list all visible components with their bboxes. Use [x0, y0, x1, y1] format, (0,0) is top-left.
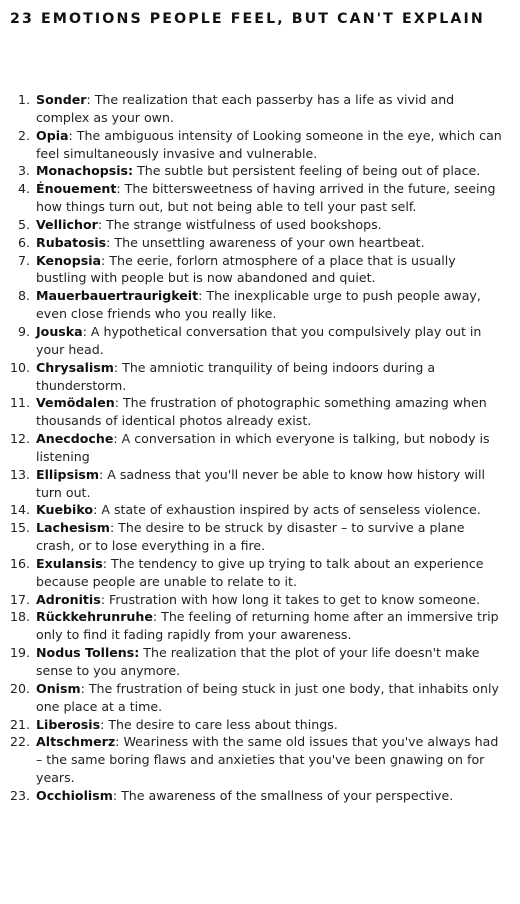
emotion-definition: : The realization that each passerby has a life as vivid and complex as your own. — [36, 92, 455, 125]
emotion-definition: : The unsettling awareness of your own heartbeat. — [106, 234, 425, 250]
list-item-number: 9. — [17, 323, 30, 339]
emotion-definition: The subtle but persistent feeling of being out of place. — [133, 163, 481, 179]
emotion-term: Nodus Tollens: — [36, 645, 140, 661]
emotion-term: Ellipsism — [36, 466, 99, 482]
list-item — [0, 287, 520, 323]
list-item-number: 19. — [9, 645, 30, 661]
emotion-term: Occhiolism — [36, 787, 113, 803]
list-item-number: 4. — [17, 181, 30, 197]
emotion-term: Jouska — [36, 323, 83, 339]
emotion-term: Mauerbauertraurigkeit — [36, 288, 199, 304]
emotion-definition: The realization that the plot of your life doesn't make sense to you anymore. — [36, 645, 480, 678]
list-item-number: 5. — [17, 216, 30, 232]
emotion-term: Kuebiko — [36, 502, 94, 518]
list-item — [0, 127, 520, 163]
emotion-definition: : The bittersweetness of having arrived in the future, seeing how things turn out, but not being able to tell your past self. — [36, 181, 496, 215]
emotion-definition: : The tendency to give up trying to talk about an experience because people are unable to relate to it. — [36, 555, 484, 589]
list-item — [0, 608, 520, 644]
list-item-number: 17. — [9, 591, 30, 607]
emotion-definition: : The awareness of the smallness of your perspective. — [112, 787, 454, 803]
list-item — [0, 680, 520, 716]
list-item-number: 20. — [9, 680, 30, 696]
emotion-definition: : The feeling of returning home after an immersive trip only to find it fading rapidly from your awareness. — [36, 609, 499, 643]
emotion-term: Opia — [36, 127, 69, 143]
emotion-definition: : The desire to care less about things. — [100, 716, 338, 732]
list-item-number: 16. — [9, 555, 30, 571]
emotion-definition: : The frustration of being stuck in just one body, that inhabits only one place at a time. — [36, 680, 499, 714]
emotion-definition: : A state of exhaustion inspired by acts of senseless violence. — [93, 502, 481, 518]
list-item — [0, 733, 520, 787]
list-item — [0, 466, 520, 502]
list-item-number: 6. — [17, 234, 30, 250]
list-item — [0, 359, 520, 395]
list-item — [0, 430, 520, 466]
emotion-list — [0, 91, 520, 805]
emotion-definition: : The strange wistfulness of used bookshops. — [97, 216, 382, 232]
list-item — [0, 555, 520, 591]
list-item-number: 15. — [9, 520, 30, 536]
emotion-definition: : The frustration of photographic something amazing when thousands of identical photos already exist. — [36, 395, 487, 429]
emotion-definition: : The inexplicable urge to push people away, even close friends who you really like. — [36, 288, 481, 322]
list-item — [0, 252, 520, 288]
emotion-term: Vellichor — [36, 216, 98, 232]
emotion-term: Rubatosis — [36, 234, 107, 250]
list-item-number: 3. — [17, 163, 30, 179]
list-item-number: 22. — [9, 734, 30, 750]
list-item — [0, 591, 520, 609]
list-item-number: 10. — [9, 359, 30, 375]
emotion-term: Exulansis — [36, 555, 103, 571]
emotion-term: Vemödalen — [36, 395, 115, 411]
list-item — [0, 644, 520, 680]
emotion-term: Liberosis — [36, 716, 101, 732]
list-item — [0, 716, 520, 734]
list-item-number: 18. — [9, 609, 30, 625]
list-item-number: 14. — [9, 502, 30, 518]
list-item-number: 21. — [9, 716, 30, 732]
emotion-definition: : A hypothetical conversation that you compulsively play out in your head. — [36, 323, 482, 357]
list-item — [0, 162, 520, 180]
list-item — [0, 787, 520, 805]
emotion-definition: : Frustration with how long it takes to get to know someone. — [100, 591, 481, 607]
emotion-definition: : The eerie, forlorn atmosphere of a place that is usually bustling with people but is now abandoned and quiet. — [36, 252, 456, 286]
list-item-number: 7. — [17, 252, 30, 268]
list-item-number: 8. — [17, 288, 30, 304]
emotion-definition: : A sadness that you'll never be able to know how history will turn out. — [36, 466, 486, 500]
list-item — [0, 323, 520, 359]
list-item-number: 13. — [9, 466, 30, 482]
list-item-number: 1. — [17, 92, 30, 107]
emotion-definition: : The ambiguous intensity of Looking someone in the eye, which can feel simultaneously invasive and vulnerable. — [36, 127, 502, 161]
emotion-definition: : The amniotic tranquility of being indoors during a thunderstorm. — [36, 359, 436, 393]
emotion-term: Rückkehrunruhe — [36, 609, 153, 625]
emotion-term: Anecdoche — [36, 431, 114, 447]
list-item-number: 11. — [9, 395, 30, 411]
emotion-definition: : A conversation in which everyone is talking, but nobody is listening — [36, 431, 490, 464]
list-item — [0, 519, 520, 555]
list-item-number: 23. — [9, 787, 30, 803]
list-item — [0, 216, 520, 234]
emotion-term: Monachopsis: — [36, 163, 134, 179]
list-item-number: 2. — [17, 127, 30, 143]
list-item-number: 12. — [9, 431, 30, 447]
emotion-term: Onism — [36, 680, 81, 696]
emotion-term: Kenopsia — [36, 252, 102, 268]
list-item — [0, 180, 520, 216]
emotion-term: Altschmerz — [36, 734, 116, 750]
emotion-definition: : The desire to be struck by disaster – to survive a plane crash, or to lose everything in a fire. — [36, 520, 465, 554]
emotion-term: Adronitis — [36, 591, 101, 607]
list-item — [0, 501, 520, 519]
emotion-term: Énouement — [36, 181, 117, 197]
page-title: 23 EMOTIONS PEOPLE FEEL, BUT CAN'T EXPLAIN — [10, 11, 485, 27]
emotion-term: Sonder — [36, 92, 87, 107]
emotion-term: Lachesism — [36, 520, 110, 536]
emotion-term: Chrysalism — [36, 359, 114, 375]
emotion-definition: : Weariness with the same old issues that you've always had – the same boring flaws and anxieties that you've been gnawing on for years. — [36, 734, 499, 786]
list-item — [0, 91, 520, 127]
list-item — [0, 394, 520, 430]
list-item — [0, 234, 520, 252]
